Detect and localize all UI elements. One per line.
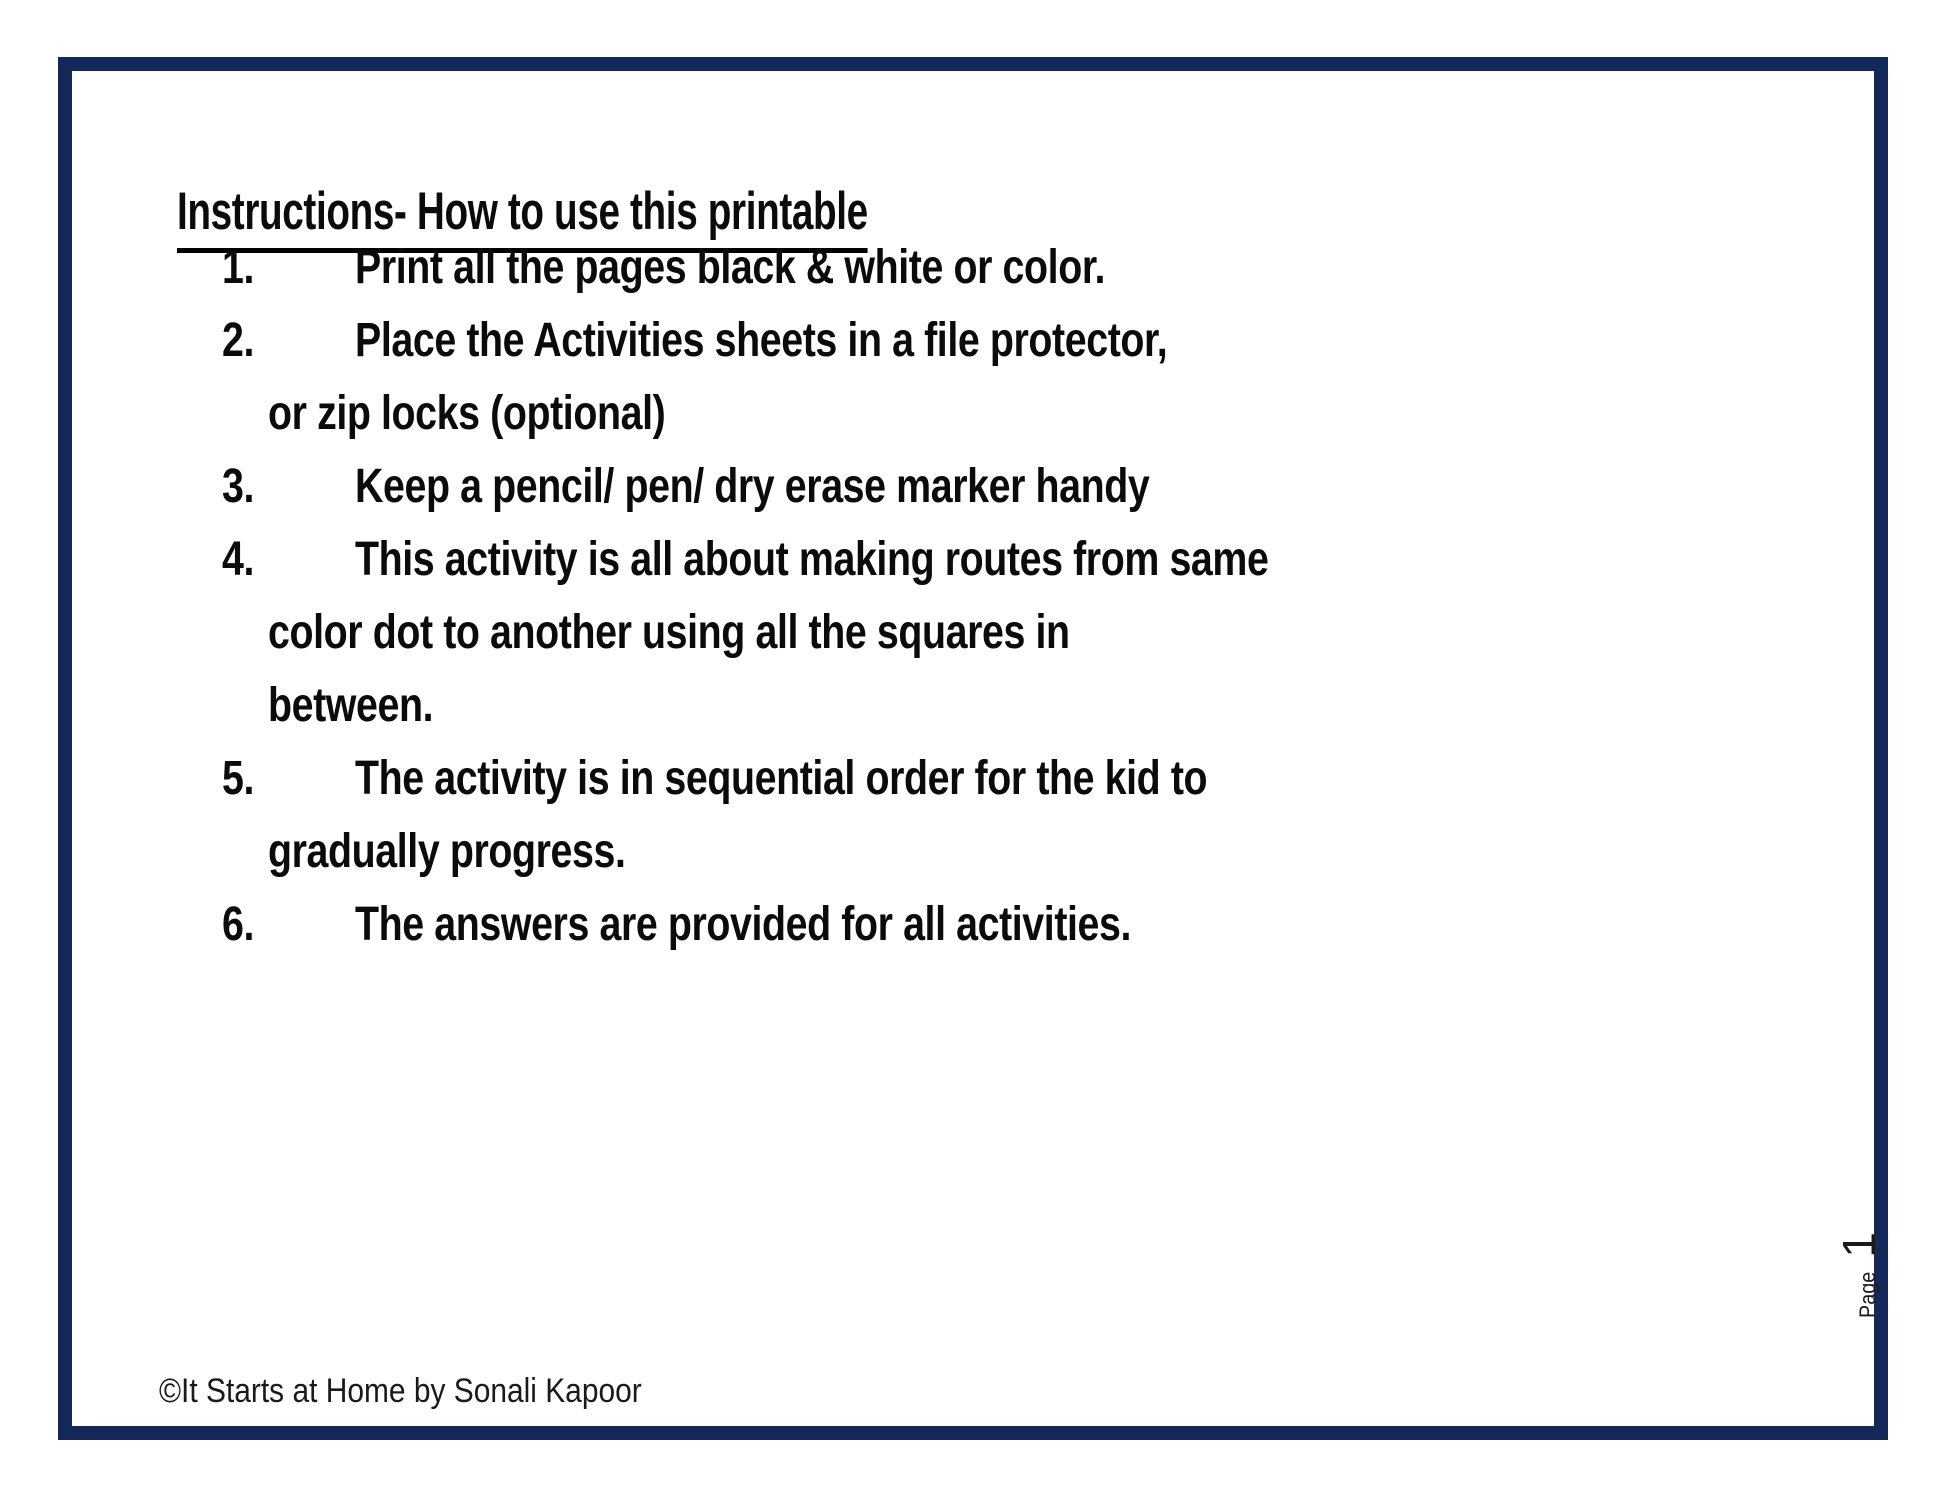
instruction-number: 5.	[222, 752, 255, 805]
instruction-text: gradually progress.	[268, 825, 626, 878]
instruction-text: Print all the pages black & white or color.	[355, 241, 1106, 294]
instruction-text: The answers are provided for all activities.	[355, 898, 1132, 951]
instruction-number: 2.	[222, 314, 255, 367]
instruction-line	[222, 742, 1722, 815]
instruction-text: color dot to another using all the squares in	[268, 606, 1070, 659]
instruction-text: Keep a pencil/ pen/ dry erase marker handy	[355, 460, 1150, 513]
instruction-line	[222, 523, 1722, 596]
instruction-line	[222, 377, 1722, 450]
instruction-text: Place the Activities sheets in a file protector,	[355, 314, 1168, 367]
instruction-line	[222, 669, 1722, 742]
instruction-line	[222, 231, 1722, 304]
instruction-line	[222, 450, 1722, 523]
page-number-label: Page	[1855, 1271, 1880, 1318]
page-number-value: 1	[1833, 1232, 1885, 1258]
instruction-line	[222, 304, 1722, 377]
instruction-number: 4.	[222, 533, 255, 586]
instruction-text: This activity is all about making routes from same	[355, 533, 1269, 586]
instruction-line	[222, 815, 1722, 888]
copyright-text: ©It Starts at Home by Sonali Kapoor	[159, 1372, 642, 1410]
instructions-list	[222, 231, 1722, 961]
page-border-frame	[58, 57, 1888, 1440]
instruction-line	[222, 596, 1722, 669]
instruction-line	[222, 888, 1722, 961]
instruction-text: The activity is in sequential order for the kid to	[355, 752, 1208, 805]
instruction-number: 1.	[222, 241, 255, 294]
page-number	[1832, 1230, 1892, 1320]
instruction-number: 3.	[222, 460, 255, 513]
instruction-number: 6.	[222, 898, 255, 951]
page-title: Instructions- How to use this printable	[177, 183, 868, 253]
instruction-text: between.	[268, 679, 434, 732]
instruction-text: or zip locks (optional)	[268, 387, 666, 440]
